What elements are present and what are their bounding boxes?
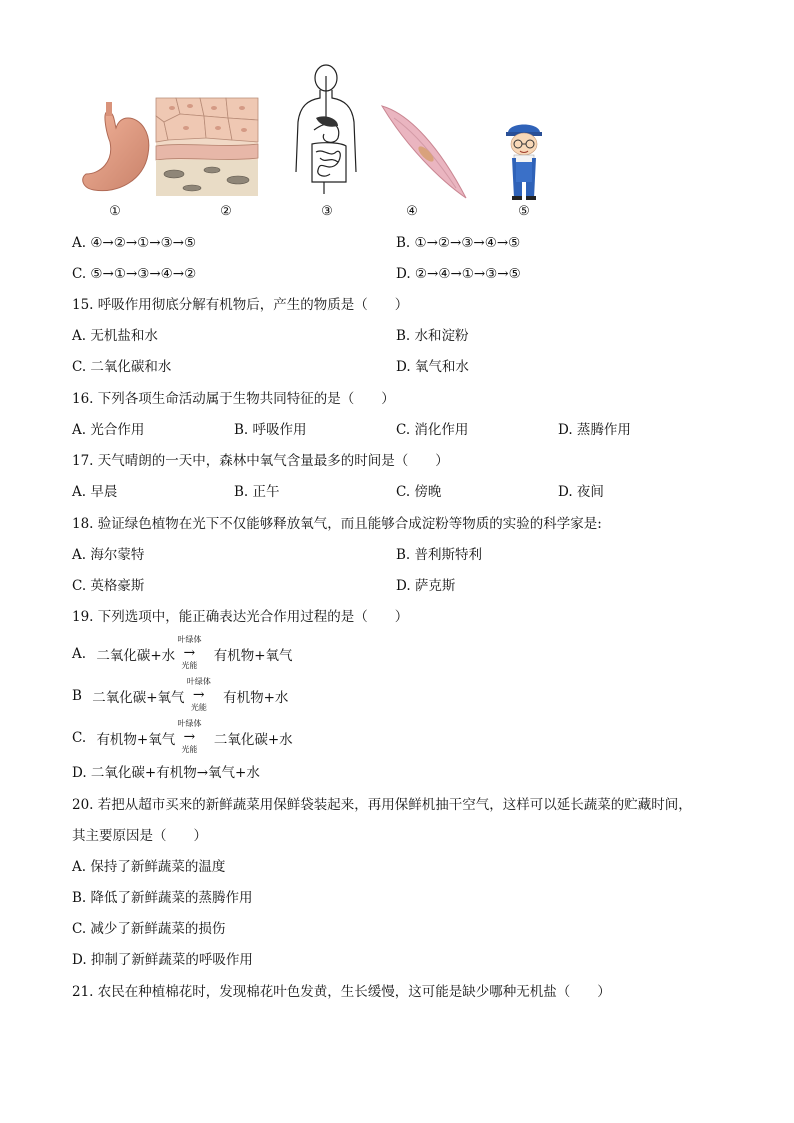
q16-option-c: C. 消化作用 <box>396 422 469 438</box>
muscle-image <box>380 62 470 202</box>
q19-option-b-right: 有机物+水 <box>223 690 289 706</box>
stomach-image <box>78 62 154 202</box>
q20-option-d: D. 抑制了新鲜蔬菜的呼吸作用 <box>72 952 253 968</box>
figure-label-1: ① <box>109 204 121 219</box>
arrow-icon: → <box>183 645 196 661</box>
tissue-image <box>154 62 260 202</box>
figure-label-4: ④ <box>406 204 418 219</box>
q18-option-c: C. 英格豪斯 <box>72 578 145 594</box>
q15-option-a: A. 无机盐和水 <box>72 328 158 344</box>
q16-stem: 16. 下列各项生命活动属于生物共同特征的是（ ） <box>72 391 395 407</box>
q14-option-c: C. ⑤→①→③→④→② <box>72 266 197 282</box>
q19-option-a-left: 二氧化碳+水 <box>96 648 176 664</box>
q16-option-d: D. 蒸腾作用 <box>558 422 631 438</box>
arrow-bottom-label: 光能 <box>181 661 198 670</box>
q16-option-b: B. 呼吸作用 <box>234 422 307 438</box>
q15-stem: 15. 呼吸作用彻底分解有机物后，产生的物质是（ ） <box>72 297 409 313</box>
q20-option-a: A. 保持了新鲜蔬菜的温度 <box>72 859 226 875</box>
q14-option-a: A. ④→②→①→③→⑤ <box>72 235 197 251</box>
q17-option-d: D. 夜间 <box>558 484 604 500</box>
q19-stem: 19. 下列选项中，能正确表达光合作用过程的是（ ） <box>72 609 409 625</box>
arrow-bottom-label: 光能 <box>190 703 207 712</box>
q15-option-c: C. 二氧化碳和水 <box>72 359 172 375</box>
reaction-arrow <box>177 718 210 758</box>
q19-option-a-right: 有机物+氧气 <box>213 648 293 664</box>
arrow-icon: → <box>192 687 205 703</box>
q15-option-b: B. 水和淀粉 <box>396 328 469 344</box>
arrow-top-label: 叶绿体 <box>186 677 211 686</box>
digestive-system-image <box>290 62 362 202</box>
q17-option-a: A. 早晨 <box>72 484 118 500</box>
q19-option-d: D. 二氧化碳+有机物→氧气+水 <box>72 765 260 781</box>
q18-stem: 18. 验证绿色植物在光下不仅能够释放氧气，而且能够合成淀粉等物质的实验的科学家是: <box>72 516 602 532</box>
q19-option-c-left: 有机物+氧气 <box>96 732 176 748</box>
q19-option-c <box>72 718 293 758</box>
q17-stem: 17. 天气晴朗的一天中，森林中氧气含量最多的时间是（ ） <box>72 453 449 469</box>
q17-option-c: C. 傍晚 <box>396 484 442 500</box>
boy-image <box>500 62 548 202</box>
figure-label-3: ③ <box>321 204 333 219</box>
q19-option-c-right: 二氧化碳+水 <box>213 732 293 748</box>
reaction-arrow <box>179 634 209 674</box>
arrow-bottom-label: 光能 <box>181 745 198 754</box>
q19-option-a-letter: A. <box>72 646 87 662</box>
q18-option-a: A. 海尔蒙特 <box>72 547 145 563</box>
q19-option-a <box>72 634 293 674</box>
q17-option-b: B. 正午 <box>234 484 280 500</box>
figure-label-2: ② <box>220 204 232 219</box>
q20-stem-line1: 20. 若把从超市买来的新鲜蔬菜用保鲜袋装起来，再用保鲜机抽干空气，这样可以延长蔬菜的贮藏时间， <box>72 797 692 813</box>
reaction-arrow <box>186 676 219 716</box>
arrow-top-label: 叶绿体 <box>177 719 202 728</box>
q14-option-b: B. ①→②→③→④→⑤ <box>396 235 521 251</box>
q21-stem: 21. 农民在种植棉花时，发现棉花叶色发黄，生长缓慢，这可能是缺少哪种无机盐（ ） <box>72 984 611 1000</box>
q18-option-b: B. 普利斯特利 <box>396 547 483 563</box>
q20-option-b: B. 降低了新鲜蔬菜的蒸腾作用 <box>72 890 253 906</box>
q18-option-d: D. 萨克斯 <box>396 578 456 594</box>
figure-label-5: ⑤ <box>518 204 530 219</box>
arrow-top-label: 叶绿体 <box>177 635 202 644</box>
q19-option-c-letter: C. <box>72 730 87 746</box>
q14-option-d: D. ②→④→①→③→⑤ <box>396 266 521 282</box>
q19-option-b-left: 二氧化碳+氧气 <box>92 690 185 706</box>
q20-option-c: C. 减少了新鲜蔬菜的损伤 <box>72 921 226 937</box>
q19-option-b-letter: B <box>72 688 82 704</box>
q19-option-b <box>72 676 288 716</box>
q15-option-d: D. 氧气和水 <box>396 359 469 375</box>
arrow-icon: → <box>183 729 196 745</box>
q20-stem-line2: 其主要原因是（ ） <box>72 828 207 844</box>
q16-option-a: A. 光合作用 <box>72 422 145 438</box>
